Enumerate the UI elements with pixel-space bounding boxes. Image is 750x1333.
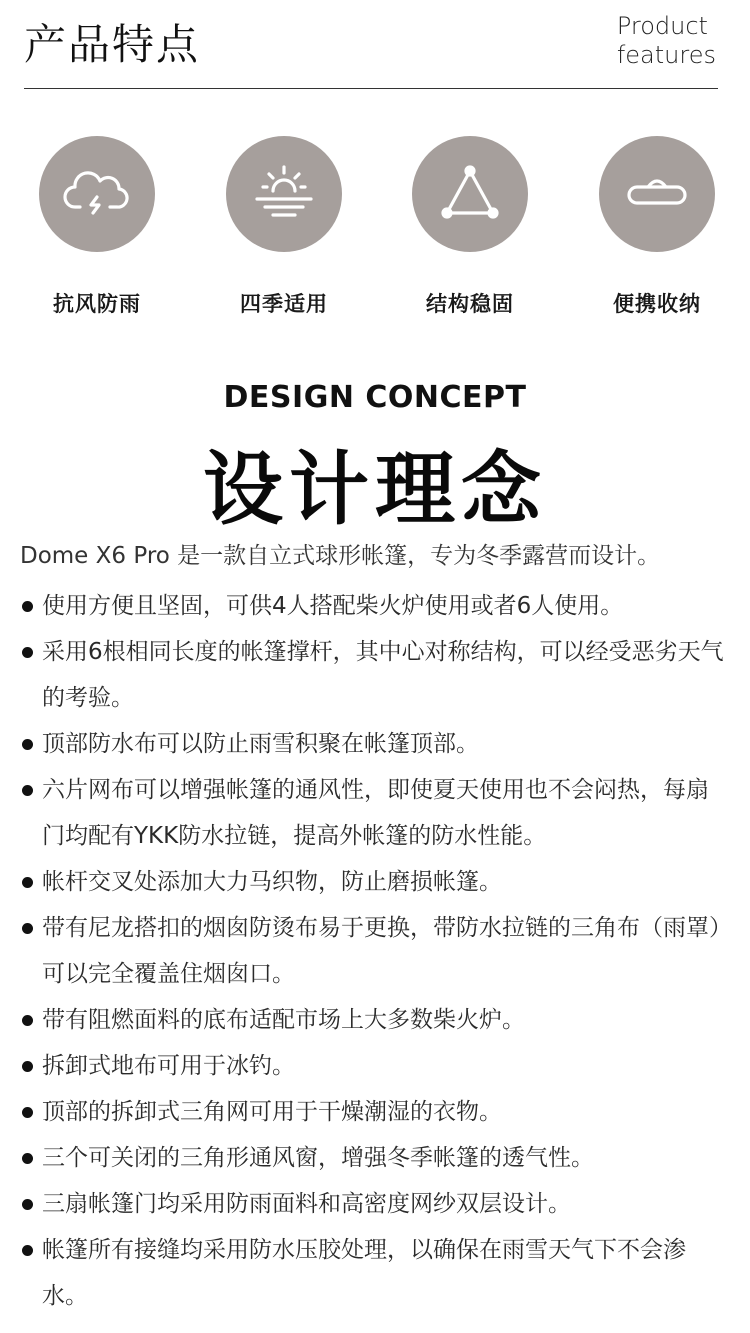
feature-label: 便携收纳 [613, 292, 701, 316]
list-item: 顶部防水布可以防止雨雪积聚在帐篷顶部。 [20, 721, 726, 767]
page-title: 产品特点 [24, 20, 201, 69]
bullet-dot [22, 785, 33, 796]
feature-row [0, 136, 750, 326]
bullet-dot [22, 1061, 33, 1072]
sun-horizon-icon [226, 136, 342, 252]
feature-list [20, 583, 726, 1319]
tent-pack-icon [599, 136, 715, 252]
bullet-dot [22, 601, 33, 612]
bullet-dot [22, 739, 33, 750]
triangle-structure-icon [412, 136, 528, 252]
list-item: 六片网布可以增强帐篷的通风性，即使夏天使用也不会闷热，每扇门均配有YKK防水拉链，提高外帐篷的防水性能。 [20, 767, 726, 859]
concept-title: 设计理念 [203, 442, 547, 536]
title-en-line2: features [616, 41, 716, 69]
feature-windproof [17, 136, 177, 318]
list-item: 三个可关闭的三角形通风窗，增强冬季帐篷的透气性。 [20, 1135, 726, 1181]
list-item: 采用6根相同长度的帐篷撑杆，其中心对称结构，可以经受恶劣天气的考验。 [20, 629, 726, 721]
title-en-line1: Product [616, 12, 708, 40]
bullet-dot [22, 923, 33, 934]
bullet-dot [22, 1245, 33, 1256]
bullet-dot [22, 647, 33, 658]
intro-text: Dome X6 Pro 是一款自立式球形帐篷，专为冬季露营而设计。 [20, 543, 661, 569]
page-title-english [617, 12, 716, 70]
list-item: 三扇帐篷门均采用防雨面料和高密度网纱双层设计。 [20, 1181, 726, 1227]
feature-label: 结构稳固 [426, 292, 514, 316]
list-item: 使用方便且坚固，可供4人搭配柴火炉使用或者6人使用。 [20, 583, 726, 629]
feature-four-seasons [204, 136, 364, 318]
header-divider [24, 88, 718, 89]
list-item: 帐篷所有接缝均采用防水压胶处理，以确保在雨雪天气下不会渗水。 [20, 1227, 726, 1319]
feature-portable [577, 136, 737, 318]
bullet-dot [22, 1199, 33, 1210]
concept-title-english: DESIGN CONCEPT [223, 380, 527, 415]
feature-stable-structure [390, 136, 550, 318]
cloud-lightning-icon [39, 136, 155, 252]
list-item: 帐杆交叉处添加大力马织物，防止磨损帐篷。 [20, 859, 726, 905]
bullet-dot [22, 1107, 33, 1118]
list-item: 带有尼龙搭扣的烟囱防烫布易于更换，带防水拉链的三角布（雨罩）可以完全覆盖住烟囱口。 [20, 905, 726, 997]
bullet-dot [22, 1015, 33, 1026]
bullet-dot [22, 1153, 33, 1164]
list-item: 带有阻燃面料的底布适配市场上大多数柴火炉。 [20, 997, 726, 1043]
list-item: 顶部的拆卸式三角网可用于干燥潮湿的衣物。 [20, 1089, 726, 1135]
feature-label: 抗风防雨 [53, 292, 141, 316]
bullet-dot [22, 877, 33, 888]
header [0, 0, 750, 90]
list-item: 拆卸式地布可用于冰钓。 [20, 1043, 726, 1089]
feature-label: 四季适用 [240, 292, 328, 316]
